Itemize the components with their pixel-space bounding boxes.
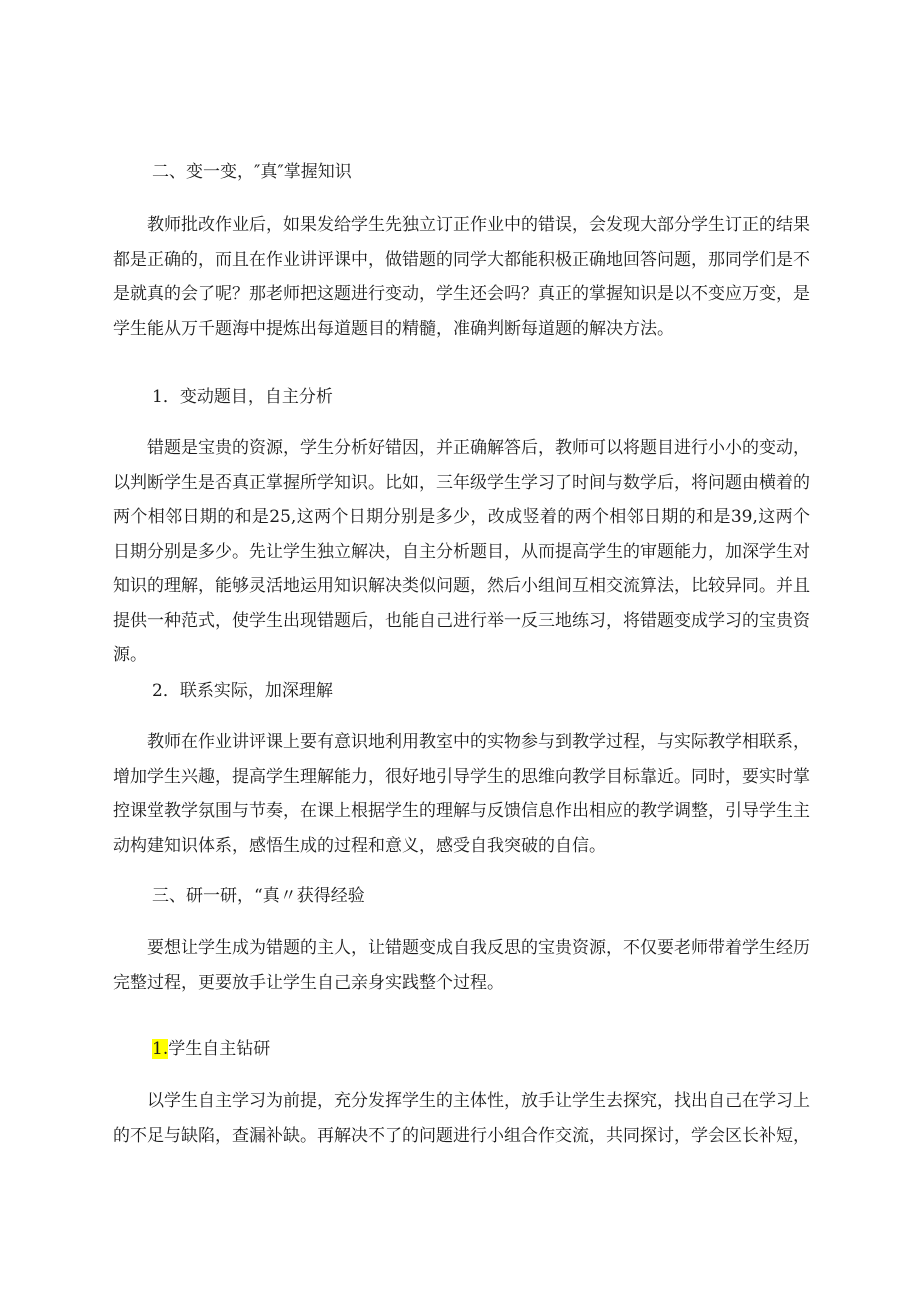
subsection-1-paragraph: 错题是宝贵的资源，学生分析好错因，并正确解答后，教师可以将题目进行小小的变动，以判断学生是否真正掌握所学知识。比如，三年级学生学习了时间与数学后，将问题由横着的两个相邻日期的和是25,这两个日期分别是多少，改成竖着的两个相邻日期的和是39,这两个日期分别是多少。先让学生独立解决，自主分析题目，从而提高学生的审题能力，加深学生对知识的理解，能够灵活地运用知识解决类似问题，然后小组间互相交流算法，比较异同。并且提供一种范式，使学生出现错题后，也能自己进行举一反三地练习，将错题变成学习的宝贵资源。 (113, 438, 810, 665)
section-heading-3: 三、研一研，“真〃获得经验 (152, 886, 365, 906)
subsection-heading-1: 1．变动题目，自主分析 (152, 387, 333, 407)
subsection-heading-2: 2．联系实际，加深理解 (152, 681, 333, 701)
subsection-heading-3 (152, 1037, 849, 1061)
subsection-heading-3-text: 学生自主钻研 (168, 1039, 271, 1059)
subsection-3-paragraph: 以学生自主学习为前提，充分发挥学生的主体性，放手让学生去探究，找出自己在学习上的不足与缺陷，查漏补缺。再解决不了的问题进行小组合作交流，共同探讨，学会区长补短， (113, 1091, 810, 1146)
section-2-paragraph: 教师批改作业后，如果发给学生先独立订正作业中的错误，会发现大部分学生订正的结果都是正确的，而且在作业讲评课中，做错题的同学大都能积极正确地回答问题，那同学们是不是就真的会了呢？那老师把这题进行变动，学生还会吗？真正的掌握知识是以不变应万变，是学生能从万千题海中提炼出每道题目的精髓，准确判断每道题的解决方法。 (113, 215, 810, 339)
section-3-paragraph: 要想让学生成为错题的主人，让错题变成自我反思的宝贵资源，不仅要老师带着学生经历完整过程，更要放手让学生自己亲身实践整个过程。 (113, 938, 810, 993)
highlighted-number: 1. (152, 1039, 169, 1059)
subsection-2-paragraph: 教师在作业讲评课上要有意识地利用教室中的实物参与到教学过程，与实际教学相联系，增加学生兴趣，提高学生理解能力，很好地引导学生的思维向教学目标靠近。同时，要实时掌控课堂教学氛围与节奏，在课上根据学生的理解与反馈信息作出相应的教学调整，引导学生主动构建知识体系，感悟生成的过程和意义，感受自我突破的自信。 (113, 732, 810, 856)
section-heading-2: 二、变一变，″真″掌握知识 (152, 162, 352, 182)
